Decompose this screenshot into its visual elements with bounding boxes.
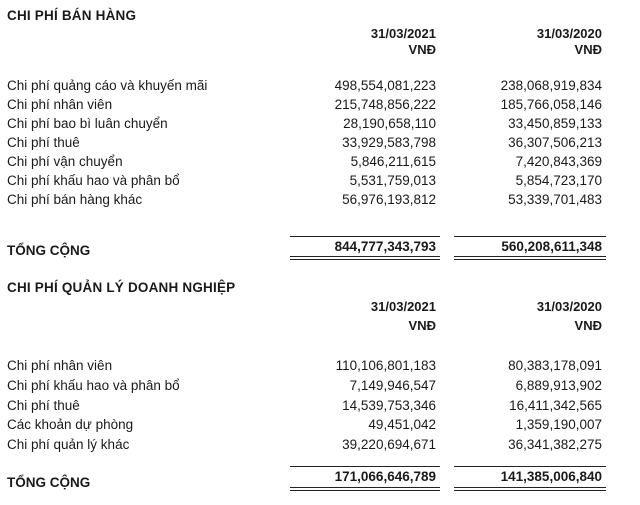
row-label: Chi phí khấu hao và phân bổ <box>7 378 180 393</box>
row-label: Chi phí thuê <box>7 135 80 150</box>
column-date-2021: 31/03/2021 <box>370 299 436 314</box>
row-value-2020: 7,420,843,369 <box>515 154 602 169</box>
row-label: Chi phí bán hàng khác <box>7 192 143 207</box>
column-unit-2021: VNĐ <box>408 318 436 333</box>
row-value-2021: 49,451,042 <box>368 417 436 432</box>
row-value-2021: 5,846,211,615 <box>350 154 436 169</box>
total-top-rule-2020 <box>454 236 606 237</box>
row-value-2021: 56,976,193,812 <box>342 192 436 207</box>
row-value-2020: 238,068,919,834 <box>500 78 602 93</box>
column-date-2020: 31/03/2020 <box>536 299 602 314</box>
row-value-2020: 1,359,190,007 <box>515 417 602 432</box>
row-label: Chi phí nhân viên <box>7 97 113 112</box>
column-unit-2020: VNĐ <box>574 318 602 333</box>
total-double-rule-2021 <box>290 487 440 491</box>
row-label: Các khoản dự phòng <box>7 417 134 432</box>
row-value-2021: 14,539,753,346 <box>342 398 436 413</box>
row-value-2021: 110,106,801,183 <box>335 358 436 373</box>
row-value-2020: 16,411,342,565 <box>509 398 602 413</box>
total-top-rule-2021 <box>290 466 440 467</box>
total-value-2021: 171,066,646,789 <box>334 469 436 484</box>
total-double-rule-2020 <box>454 256 606 260</box>
row-label: Chi phí nhân viên <box>7 358 113 373</box>
row-label: Chi phí khấu hao và phân bổ <box>7 173 180 188</box>
row-value-2020: 80,383,178,091 <box>508 358 602 373</box>
row-value-2021: 5,531,759,013 <box>349 173 436 188</box>
row-value-2021: 28,190,658,110 <box>343 116 436 131</box>
column-date-2021: 31/03/2021 <box>370 26 436 41</box>
row-value-2021: 7,149,946,547 <box>349 378 436 393</box>
row-label: Chi phí quản lý khác <box>7 437 130 452</box>
row-value-2020: 33,450,859,133 <box>508 116 602 131</box>
row-value-2021: 39,220,694,671 <box>342 437 436 452</box>
total-label: TỔNG CỘNG <box>7 475 91 490</box>
section-title-selling-expenses: CHI PHÍ BÁN HÀNG <box>7 8 137 23</box>
total-value-2021: 844,777,343,793 <box>334 239 436 254</box>
row-label: Chi phí thuê <box>7 398 80 413</box>
total-double-rule-2020 <box>454 487 606 491</box>
column-unit-2020: VNĐ <box>574 42 602 57</box>
total-value-2020: 141,385,006,840 <box>500 469 602 484</box>
column-unit-2021: VNĐ <box>408 42 436 57</box>
row-label: Chi phí vận chuyển <box>7 154 123 169</box>
row-label: Chi phí bao bì luân chuyển <box>7 116 168 131</box>
row-value-2020: 6,889,913,902 <box>515 378 602 393</box>
section-title-admin-expenses: CHI PHÍ QUẢN LÝ DOANH NGHIỆP <box>7 280 236 295</box>
column-date-2020: 31/03/2020 <box>536 26 602 41</box>
row-value-2020: 185,766,058,146 <box>500 97 602 112</box>
row-value-2020: 5,854,723,170 <box>515 173 602 188</box>
row-value-2021: 33,929,583,798 <box>342 135 436 150</box>
total-top-rule-2021 <box>290 236 440 237</box>
total-value-2020: 560,208,611,348 <box>501 239 602 254</box>
total-double-rule-2021 <box>290 256 440 260</box>
total-label: TỔNG CỘNG <box>7 243 91 258</box>
row-value-2020: 53,339,701,483 <box>508 192 602 207</box>
row-value-2020: 36,341,382,275 <box>508 437 602 452</box>
row-value-2020: 36,307,506,213 <box>508 135 602 150</box>
row-value-2021: 498,554,081,223 <box>334 78 436 93</box>
row-label: Chi phí quảng cáo và khuyến mãi <box>7 78 208 93</box>
total-top-rule-2020 <box>454 466 606 467</box>
row-value-2021: 215,748,856,222 <box>334 97 436 112</box>
